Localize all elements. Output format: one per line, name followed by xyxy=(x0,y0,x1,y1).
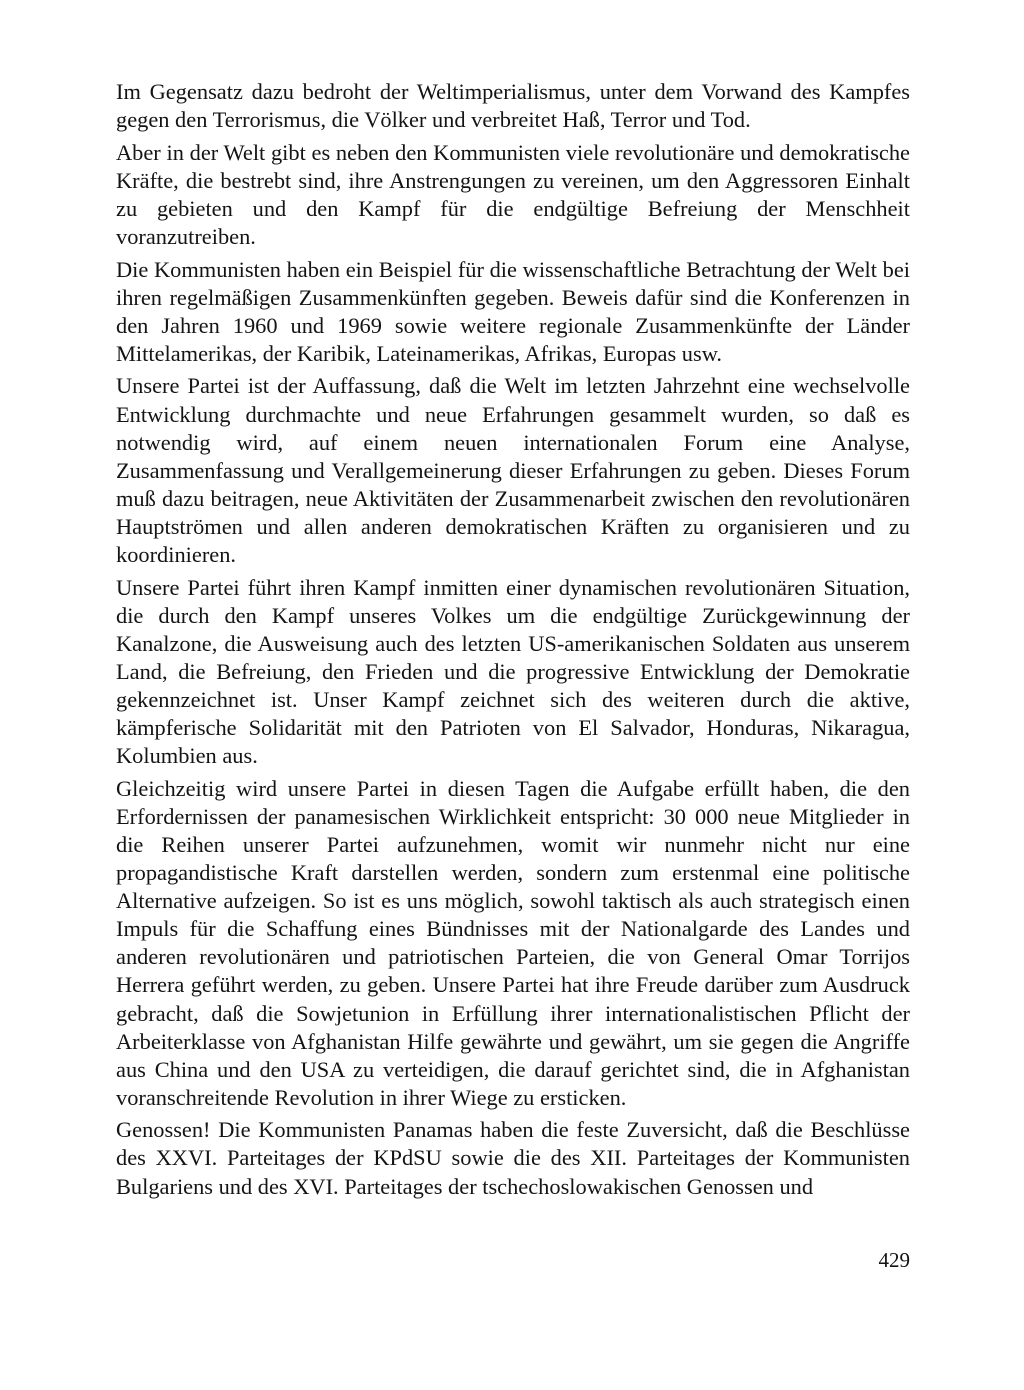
paragraph-6: Gleichzeitig wird unsere Partei in diesen Tagen die Aufgabe erfüllt haben, die den Erfordernissen der panamesischen Wirklichkeit entspricht: 30 000 neue Mitglieder in die Reihen unserer Partei aufzunehmen, womit wir nunmehr nicht nur eine propagandistische Kraft darstellen werden, sondern zum erstenmal eine politische Alternative aufzeigen. So ist es uns möglich, sowohl taktisch als auch strategisch einen Impuls für die Schaffung eines Bündnisses mit der Nationalgarde des Landes und anderen revolutionären und patriotischen Parteien, die von General Omar Torrijos Herrera geführt werden, zu geben. Unsere Partei hat ihre Freude darüber zum Ausdruck gebracht, daß die Sowjetunion in Erfüllung ihrer internationalistischen Pflicht der Arbeiterklasse von Afghanistan Hilfe gewährte und gewährt, um sie gegen die Angriffe aus China und den USA zu verteidigen, die darauf gerichtet sind, die in Afghanistan voranschreitende Revolution in ihrer Wiege zu ersticken. xyxy=(116,775,910,1110)
page-number: 429 xyxy=(878,1248,910,1272)
paragraph-2: Aber in der Welt gibt es neben den Kommunisten viele revolutionäre und demokratische Kräfte, die bestrebt sind, ihre Anstrengungen zu vereinen, um den Aggressoren Einhalt zu gebieten und den Kampf für die endgültige Befreiung der Menschheit voranzutreiben. xyxy=(116,139,910,249)
paragraph-3: Die Kommunisten haben ein Beispiel für die wissenschaftliche Betrachtung der Welt bei ihren regelmäßigen Zusammenkünften gegeben. Beweis dafür sind die Konferenzen in den Jahren 1960 und 1969 sowie weitere regionale Zusammenkünfte der Länder Mittelamerikas, der Karibik, Lateinamerikas, Afrikas, Europas usw. xyxy=(116,256,910,366)
paragraph-4: Unsere Partei ist der Auffassung, daß die Welt im letzten Jahrzehnt eine wechselvolle Entwicklung durchmachte und neue Erfahrungen gesammelt wurden, so daß es notwendig wird, auf einem neuen internationalen Forum eine Analyse, Zusammenfassung und Verallgemeinerung dieser Erfahrungen zu geben. Dieses Forum muß dazu beitragen, neue Aktivitäten der Zusammenarbeit zwischen den revolutionären Hauptströmen und allen anderen demokratischen Kräften zu organisieren und zu koordinieren. xyxy=(116,373,910,567)
body-text xyxy=(116,78,910,1205)
paragraph-7: Genossen! Die Kommunisten Panamas haben die feste Zuversicht, daß die Beschlüsse des XXVI. Parteitages der KPdSU sowie die des XII. Parteitages der Kommunisten Bulgariens und des XVI. Parteitages der tschechoslowakischen Genossen und xyxy=(116,1117,910,1199)
paragraph-1: Im Gegensatz dazu bedroht der Weltimperialismus, unter dem Vorwand des Kampfes gegen den Terrorismus, die Völker und verbreitet Haß, Terror und Tod. xyxy=(116,79,910,133)
paragraph-5: Unsere Partei führt ihren Kampf inmitten einer dynamischen revolutionären Situation, die durch den Kampf unseres Volkes um die endgültige Zurückgewinnung der Kanalzone, die Ausweisung auch des letzten US-amerikanischen Soldaten aus unserem Land, die Befreiung, den Frieden und die progressive Entwicklung der Demokratie gekennzeichnet ist. Unser Kampf zeichnet sich des weiteren durch die aktive, kämpferische Solidarität mit den Patrioten von El Salvador, Honduras, Nikaragua, Kolumbien aus. xyxy=(116,574,910,769)
